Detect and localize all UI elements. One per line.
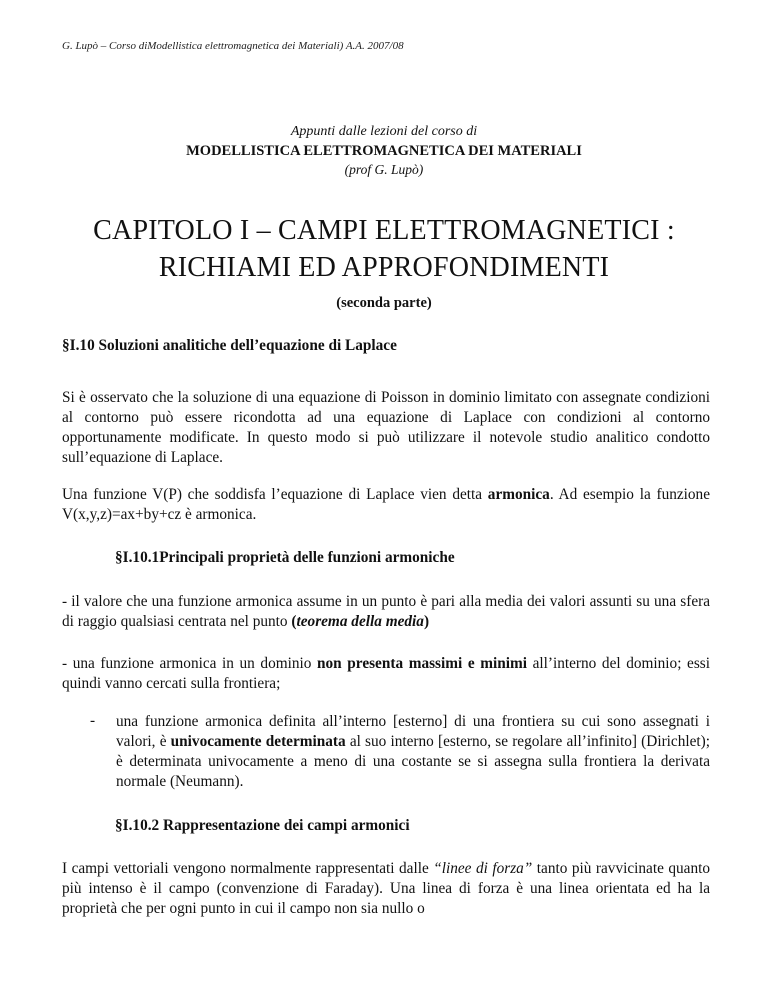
- italic-term: teorema della media: [296, 613, 424, 630]
- paragraph-max-min: [62, 654, 710, 694]
- list-item-uniqueness: [116, 712, 710, 792]
- professor-name: (prof G. Lupò): [344, 162, 424, 177]
- section-heading-10-1: §I.10.1Principali proprietà delle funzioni armoniche: [115, 549, 455, 566]
- paragraph-field-lines: [62, 859, 710, 919]
- page-header: G. Lupò – Corso diModellistica elettromagnetica dei Materiali) A.A. 2007/08: [62, 40, 404, 52]
- paragraph-harmonic-definition: [62, 485, 710, 525]
- bold-paren: (: [291, 613, 297, 630]
- text-span: al suo interno [esterno, se regolare all’infinito] (Dirichlet); è determinata univocamente a meno di una costante se si assegna sulla frontiera la derivata normale (Neumann).: [116, 733, 710, 790]
- bold-term: univocamente determinata: [170, 733, 346, 750]
- document-subtitle: Appunti dalle lezioni del corso di: [290, 124, 478, 139]
- paragraph-mean-value: [62, 592, 710, 632]
- text-span: una funzione armonica definita all’interno [esterno] di una frontiera su cui sono assegnati i valori, è: [116, 713, 710, 750]
- course-name: MODELLISTICA ELETTROMAGNETICA DEI MATERIALI: [186, 143, 582, 159]
- bold-term: non presenta massimi e minimi: [317, 655, 527, 672]
- italic-term: “linee di forza”: [433, 860, 533, 877]
- bold-paren: ): [423, 613, 430, 630]
- chapter-title-line-2: RICHIAMI ED APPROFONDIMENTI: [158, 252, 610, 283]
- chapter-title: [0, 212, 768, 286]
- text-span: . Ad esempio la funzione V(x,y,z)=ax+by+cz è armonica.: [62, 486, 710, 523]
- text-span: - una funzione armonica in un dominio: [62, 655, 318, 672]
- text-span: Una funzione V(P) che soddisfa l’equazione di Laplace vien detta: [62, 486, 488, 503]
- text-span: tanto più ravvicinate quanto più intenso è il campo (convenzione di Faraday). Una linea di forza è una linea orientata ed ha la proprietà che per ogni punto in cui il campo non sia nullo o: [62, 860, 710, 917]
- bold-term: armonica: [487, 486, 550, 503]
- text-span: - il valore che una funzione armonica assume in un punto è pari alla media dei valori assunti su una sfera di raggio qualsiasi centrata nel punto: [62, 593, 710, 630]
- section-heading-10-2: §I.10.2 Rappresentazione dei campi armonici: [115, 817, 410, 834]
- list-bullet: -: [90, 712, 96, 729]
- text-span: I campi vettoriali vengono normalmente rappresentati dalle: [62, 860, 434, 877]
- paragraph-poisson: Si è osservato che la soluzione di una equazione di Poisson in dominio limitato con assegnate condizioni al contorno può essere ricondotta ad una equazione di Laplace con condizioni al contorno opportunamente modificate. In questo modo si può utilizzare il notevole studio analitico condotto sull’equazione di Laplace.: [62, 389, 710, 466]
- chapter-title-line-1: CAPITOLO I – CAMPI ELETTROMAGNETICI :: [93, 215, 675, 246]
- text-span: all’interno del dominio; essi quindi vanno cercati sulla frontiera;: [62, 655, 711, 692]
- section-heading-10: §I.10 Soluzioni analitiche dell’equazione di Laplace: [62, 337, 397, 354]
- part-label: (seconda parte): [336, 295, 432, 311]
